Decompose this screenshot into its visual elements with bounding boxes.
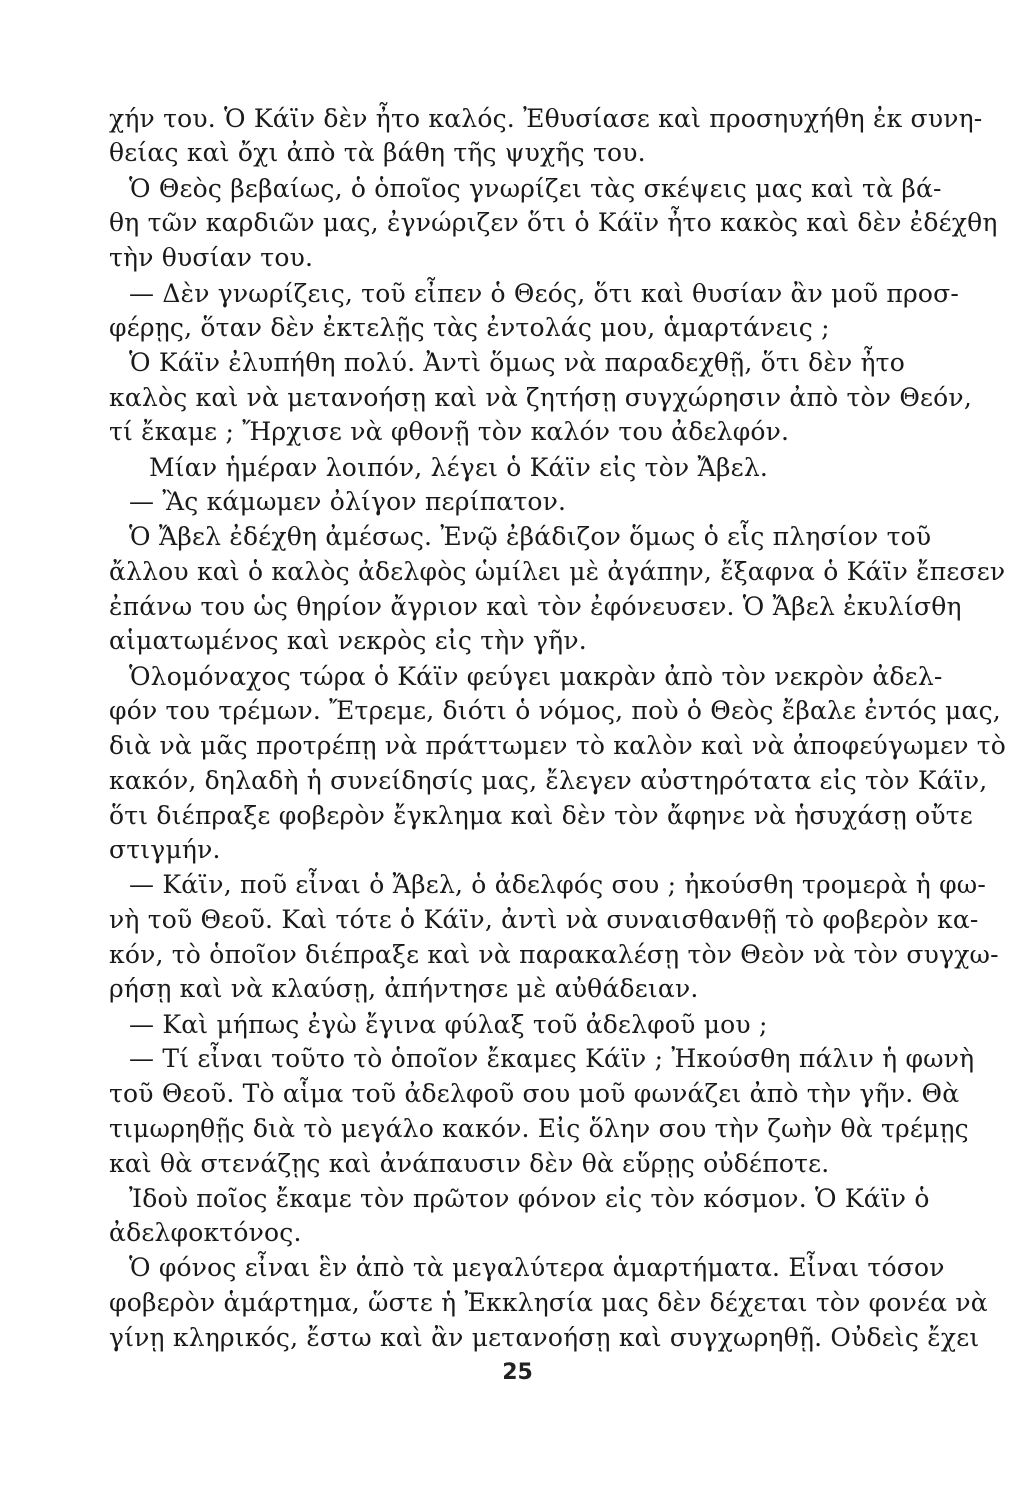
text-line: διὰ νὰ μᾶς προτρέπῃ νὰ πράττωμεν τὸ καλὸν καὶ νὰ ἀποφεύγωμεν τὸ [109,731,1007,760]
text-line: καὶ θὰ στενάζῃς καὶ ἀνάπαυσιν δὲν θὰ εὕρῃς οὐδέποτε. [109,1149,830,1178]
text-line: κακόν, δηλαδὴ ἡ συνείδησίς μας, ἔλεγεν αὐστηρότατα εἰς τὸν Κάϊν, [109,766,988,795]
text-line: στιγμήν. [109,835,221,864]
text-line: θη τῶν καρδιῶν μας, ἐγνώριζεν ὅτι ὁ Κάϊν ἦτο κακὸς καὶ δὲν ἐδέχθη [109,208,998,237]
text-line: Ὁ φόνος εἶναι ἓν ἀπὸ τὰ μεγαλύτερα ἁμαρτήματα. Εἶναι τόσον [129,1253,945,1282]
text-line: καλὸς καὶ νὰ μετανοήσῃ καὶ νὰ ζητήσῃ συγχώρησιν ἀπὸ τὸν Θεόν, [109,383,972,412]
text-line: νὴ τοῦ Θεοῦ. Καὶ τότε ὁ Κάϊν, ἀντὶ νὰ συναισθανθῇ τὸ φοβερὸν κα- [109,905,979,934]
text-line: κόν, τὸ ὁποῖον διέπραξε καὶ νὰ παρακαλέσῃ τὸν Θεὸν νὰ τὸν συγχω- [109,940,999,969]
text-line: — Καὶ μήπως ἐγὼ ἔγινα φύλαξ τοῦ ἀδελφοῦ μου ; [129,1010,768,1039]
text-line: ρήσῃ καὶ νὰ κλαύσῃ, ἀπήντησε μὲ αὐθάδειαν. [109,974,699,1003]
text-line: τὴν θυσίαν του. [109,243,314,272]
text-line: Ὁλομόναχος τώρα ὁ Κάϊν φεύγει μακρὰν ἀπὸ τὸν νεκρὸν ἀδελ- [129,662,943,691]
text-line: ὅτι διέπραξε φοβερὸν ἔγκλημα καὶ δὲν τὸν ἄφηνε νὰ ἡσυχάσῃ οὔτε [109,801,973,830]
text-line: — Ἂς κάμωμεν ὀλίγον περίπατον. [129,487,567,516]
text-line: τοῦ Θεοῦ. Τὸ αἷμα τοῦ ἀδελφοῦ σου μοῦ φωνάζει ἀπὸ τὴν γῆν. Θὰ [109,1079,960,1108]
text-line: ἀδελφοκτόνος. [109,1218,302,1247]
text-line: — Τί εἶναι τοῦτο τὸ ὁποῖον ἔκαμες Κάϊν ; Ἠκούσθη πάλιν ἡ φωνὴ [129,1044,975,1073]
text-line: τί ἔκαμε ; Ἤρχισε νὰ φθονῇ τὸν καλόν του ἀδελφόν. [109,417,790,446]
page-number: 25 [502,1360,533,1385]
text-line: Ὁ Θεὸς βεβαίως, ὁ ὁποῖος γνωρίζει τὰς σκέψεις μας καὶ τὰ βά- [129,174,942,203]
text-line: γίνῃ κληρικός, ἔστω καὶ ἂν μετανοήσῃ καὶ συγχωρηθῇ. Οὐδεὶς ἔχει [109,1323,980,1352]
text-line: Ὁ Ἄβελ ἐδέχθη ἀμέσως. Ἐνῷ ἐβάδιζον ὅμως ὁ εἷς πλησίον τοῦ [129,522,932,551]
text-line: ἄλλου καὶ ὁ καλὸς ἀδελφὸς ὡμίλει μὲ ἀγάπην, ἔξαφνα ὁ Κάϊν ἔπεσεν [109,557,1006,586]
text-line: ἐπάνω του ὡς θηρίον ἄγριον καὶ τὸν ἐφόνευσεν. Ὁ Ἄβελ ἐκυλίσθη [109,592,962,621]
text-line: Μίαν ἡμέραν λοιπόν, λέγει ὁ Κάϊν εἰς τὸν Ἄβελ. [149,453,769,482]
text-line: φόν του τρέμων. Ἔτρεμε, διότι ὁ νόμος, ποὺ ὁ Θεὸς ἔβαλε ἐντός μας, [109,696,1001,725]
text-line: Ἰδοὺ ποῖος ἔκαμε τὸν πρῶτον φόνον εἰς τὸν κόσμον. Ὁ Κάϊν ὁ [129,1184,930,1213]
text-line: — Κάϊν, ποῦ εἶναι ὁ Ἄβελ, ὁ ἀδελφός σου ; ἠκούσθη τρομερὰ ἡ φω- [129,870,987,899]
text-line: Ὁ Κάϊν ἐλυπήθη πολύ. Ἀντὶ ὅμως νὰ παραδεχθῇ, ὅτι δὲν ἦτο [129,348,905,377]
text-line: φοβερὸν ἁμάρτημα, ὥστε ἡ Ἐκκλησία μας δὲν δέχεται τὸν φονέα νὰ [109,1288,988,1317]
text-line: τιμωρηθῇς διὰ τὸ μεγάλο κακόν. Εἰς ὅλην σου τὴν ζωὴν θὰ τρέμῃς [109,1114,969,1143]
text-line: φέρῃς, ὅταν δὲν ἐκτελῇς τὰς ἐντολάς μου, ἁμαρτάνεις ; [109,313,830,342]
text-line: αἱματωμένος καὶ νεκρὸς εἰς τὴν γῆν. [109,626,587,655]
text-line: θείας καὶ ὄχι ἀπὸ τὰ βάθη τῆς ψυχῆς του. [109,138,646,167]
text-line: χήν του. Ὁ Κάϊν δὲν ἦτο καλός. Ἐθυσίασε καὶ προσηυχήθη ἐκ συνη- [109,104,983,133]
text-line: — Δὲν γνωρίζεις, τοῦ εἶπεν ὁ Θεός, ὅτι καὶ θυσίαν ἂν μοῦ προσ- [129,279,960,308]
